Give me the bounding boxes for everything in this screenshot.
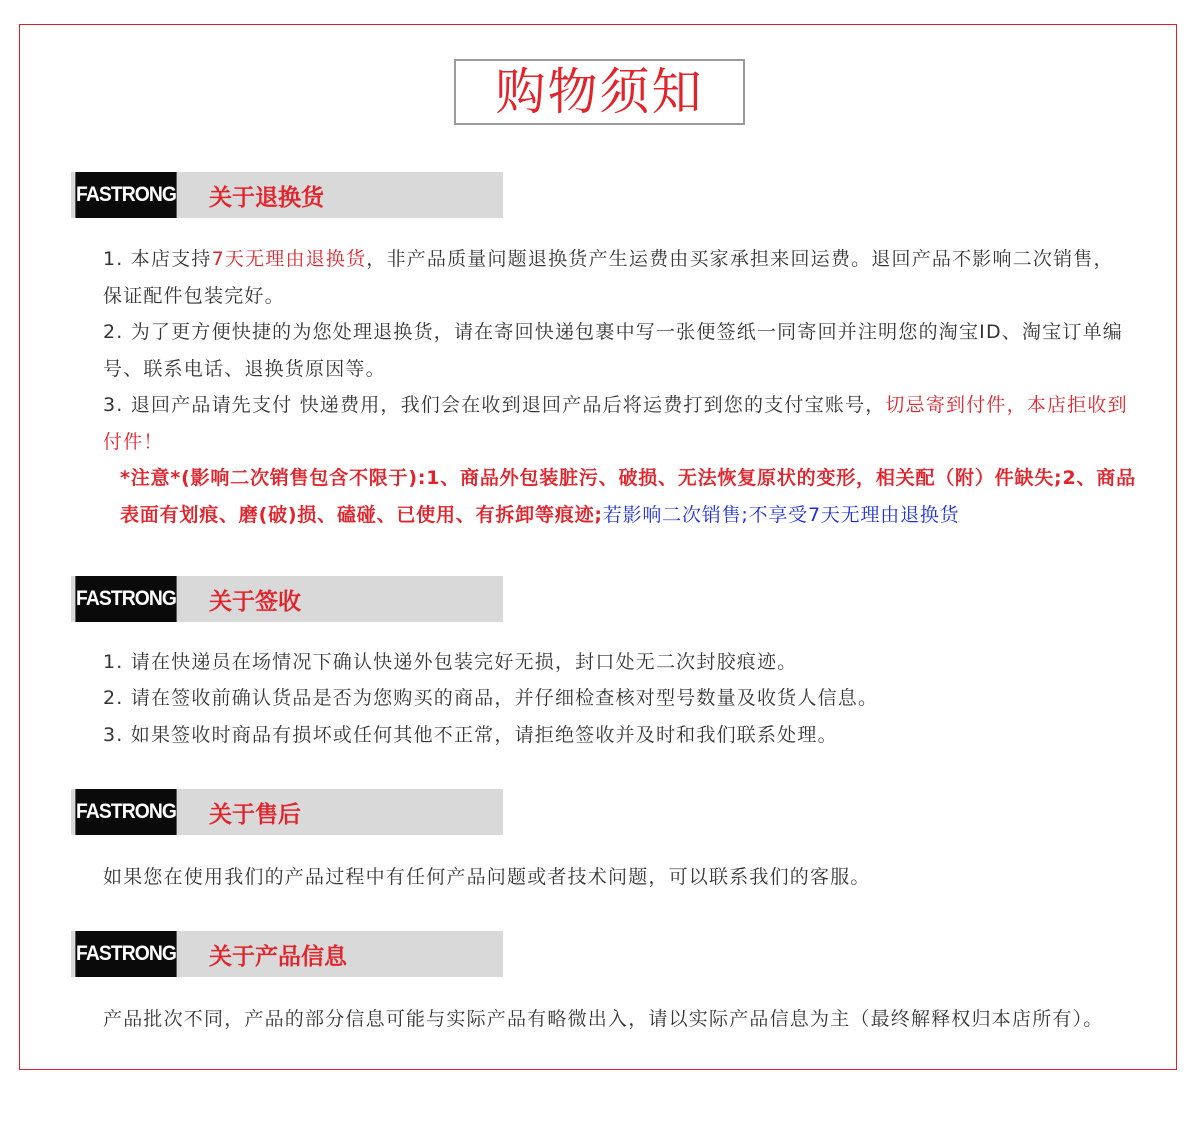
brand-logo: FASTRONG bbox=[75, 576, 176, 622]
returns-p3-text: 3. 退回产品请先支付 快递费用，我们会在收到退回产品后将运费打到您的支付宝账号， bbox=[103, 394, 886, 416]
aftersale-paragraph-1: 如果您在使用我们的产品过程中有任何产品问题或者技术问题，可以联系我们的客服。 bbox=[103, 866, 871, 888]
page-title: 购物须知 bbox=[495, 63, 704, 121]
returns-paragraph-2: 2. 为了更方便快捷的为您处理退换货，请在寄回快递包裹中写一张便签纸一同寄回并注明您的淘宝ID、淘宝订单编号、联系电话、退换货原因等。 bbox=[103, 321, 1124, 380]
receipt-paragraph-1: 1. 请在快递员在场情况下确认快递外包装完好无损，封口处无二次封胶痕迹。 bbox=[103, 651, 798, 673]
returns-note-red: *注意*(影响二次销售包含不限于):1、商品外包装脏污、破损、无法恢复原状的变形，相关配（附）件缺失;2、商品表面有划痕、磨(破)损、磕碰、已使用、有拆卸等痕迹; bbox=[120, 467, 1136, 526]
section-title-returns: 关于退换货 bbox=[209, 184, 324, 211]
section-header-product bbox=[71, 931, 503, 977]
returns-note bbox=[120, 460, 1140, 533]
returns-p1-text: 1. 本店支持 bbox=[103, 248, 212, 270]
section-header-aftersale bbox=[71, 789, 503, 835]
returns-note-blue: 若影响二次销售;不享受7天无理由退换货 bbox=[602, 503, 960, 526]
returns-p1-text-rest: ，非产品质量问题退换货产生运费由买家承担来回运费。退回产品不影响二次销售，保证配件包装完好。 bbox=[103, 248, 1114, 307]
section-title-product: 关于产品信息 bbox=[209, 943, 347, 970]
brand-logo: FASTRONG bbox=[75, 172, 176, 218]
returns-p1-highlight: 7天无理由退换货 bbox=[211, 248, 367, 270]
brand-logo: FASTRONG bbox=[75, 789, 176, 835]
receipt-paragraph-3: 3. 如果签收时商品有损坏或任何其他不正常，请拒绝签收并及时和我们联系处理。 bbox=[103, 724, 838, 746]
section-header-returns bbox=[71, 172, 503, 218]
returns-paragraph-3 bbox=[103, 387, 1133, 460]
section-title-receipt: 关于签收 bbox=[209, 588, 301, 615]
receipt-paragraph-2: 2. 请在签收前确认货品是否为您购买的商品，并仔细检查核对型号数量及收货人信息。 bbox=[103, 687, 879, 709]
page-title-box bbox=[454, 59, 745, 125]
returns-p3-highlight: 切忌寄到付件，本店拒收到付件！ bbox=[103, 394, 1128, 453]
returns-paragraph-1 bbox=[103, 241, 1133, 314]
section-header-receipt bbox=[71, 576, 503, 622]
section-title-aftersale: 关于售后 bbox=[209, 801, 301, 828]
brand-logo: FASTRONG bbox=[75, 931, 176, 977]
product-paragraph-1: 产品批次不同，产品的部分信息可能与实际产品有略微出入，请以实际产品信息为主（最终解释权归本店所有）。 bbox=[103, 1008, 1104, 1030]
